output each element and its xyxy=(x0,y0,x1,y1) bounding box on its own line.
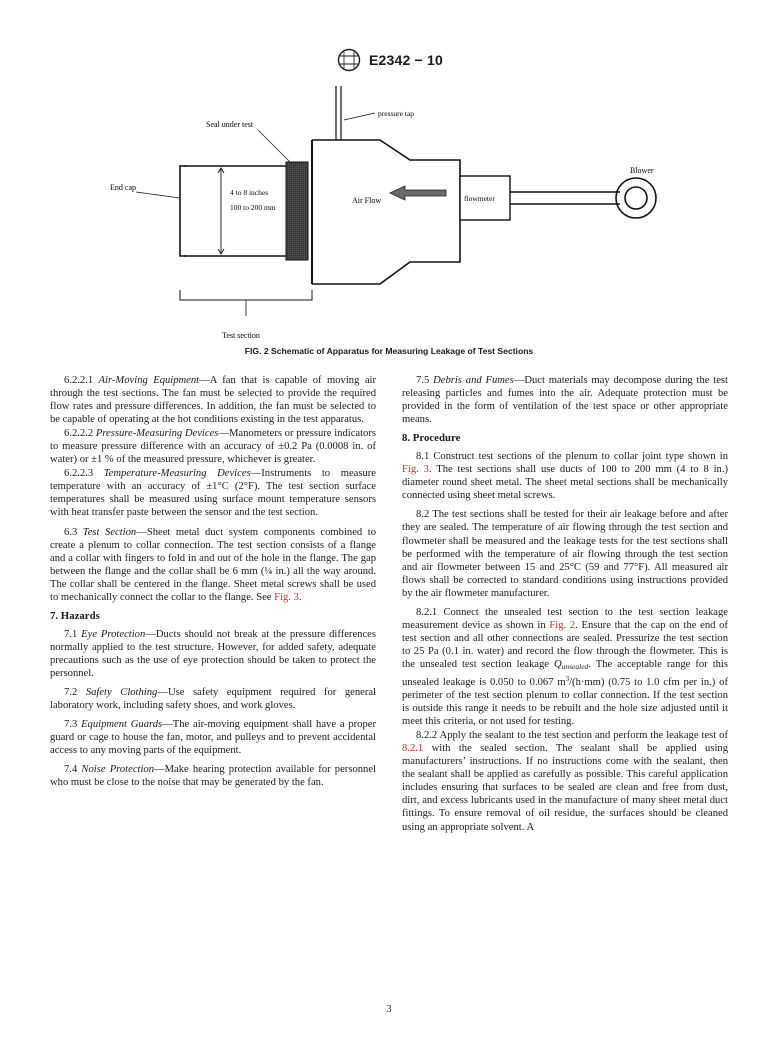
blower-label: Blower xyxy=(630,166,654,175)
fig-3-link[interactable]: Fig. 3 xyxy=(274,591,299,603)
paragraph-6-3: 6.3 Test Section—Sheet metal duct system components combined to create a plenum to collar connection. The test section consists of a flange and a collar with fingers to fold in and out of the hole in the flange. The gap between the flange and the collar shall be 6 mm (¼ in.) all the way around. The collar shall be centered in the flange. Sheet metal screws shall be used to mechanically connect the collar to the flange. See Fig. 3. xyxy=(50,526,376,603)
air-flow-arrow xyxy=(390,186,446,200)
end-cap-shape xyxy=(180,166,186,256)
test-section-label: Test section xyxy=(222,331,260,340)
astm-logo-icon xyxy=(335,48,363,72)
paragraph-6-2-2-2: 6.2.2.2 Pressure-Measuring Devices—Manometers or pressure indicators to measure pressure difference with an accuracy of ±0.2 Pa (0.0008 in. of water) or ±1 % of the measured pressure, whichever is greater. xyxy=(50,428,376,466)
blower-circle xyxy=(616,178,656,218)
paragraph-6-2-2-3: 6.2.2.3 Temperature-Measuring Devices—Instruments to measure temperature with an accuracy of ±1°C (2°F). The test section surface temperatures shall be measured using surface mount temperature sensors with heat transfer paste between the sensor and the test section. xyxy=(50,468,376,519)
paragraph-8-1: 8.1 Construct test sections of the plenum to collar joint type shown in Fig. 3. The test sections shall use ducts of 100 to 200 mm (4 to 8 in.) diameter round sheet metal. The sheet metal sections shall be mechanically connected using sheet metal screws. xyxy=(402,451,729,502)
right-column xyxy=(402,374,728,840)
standard-designation: E2342 − 10 xyxy=(368,52,443,68)
page-header xyxy=(0,48,778,72)
fig-3-link[interactable]: Fig. 3 xyxy=(402,464,429,476)
section-8-2-1-link[interactable]: 8.2.1 xyxy=(402,743,424,755)
seal-block xyxy=(286,162,308,260)
end-cap-label: End cap xyxy=(110,183,136,192)
pressure-tap-label: pressure tap xyxy=(378,109,415,118)
paragraph-8-2: 8.2 The test sections shall be tested for their air leakage before and after they are sealed. The temperature of air flowing through the test section and flowmeter shall be measured and the leakage tests for the test sections shall be performed with the temperature of air flowing through the test section and air flowmeter between 15 and 25°C (59 and 77°F). All measured air flows shall be corrected to standard conditions using instructions provided by the air flowmeter manufacturer. xyxy=(402,509,728,599)
fig-2-link[interactable]: Fig. 2 xyxy=(549,619,576,631)
flowmeter-label: flowmeter xyxy=(464,194,495,203)
page-number: 3 xyxy=(386,1004,392,1015)
paragraph-6-2-2-1: 6.2.2.1 Air-Moving Equipment—A fan that is capable of moving air through the test sections. The fan must be selected to provide the required flow rates and pressure differences. In addition, the fan must be selected to be capable of operating at the hot conditions existing in the test apparatus. xyxy=(50,375,376,426)
left-column xyxy=(50,374,376,795)
seal-label: Seal under test xyxy=(206,120,254,129)
paragraph-7-4: 7.4 Noise Protection—Make hearing protection available for personnel who must be close to the noise that may be generated by the fan. xyxy=(50,764,376,789)
plenum-box xyxy=(312,140,460,284)
diameter-mm-label: 100 to 200 mm xyxy=(230,203,276,212)
paragraph-8-2-1: 8.2.1 Connect the unsealed test section to the test section leakage measurement device as shown in Fig. 2. Ensure that the cap on the end of test section and all other connections are sealed. Pressurize the test section to 25 Pa (0.1 in. water) and record the flow through the flowmeter. This is the unsealed test section leakage $Q_{unsealed}$. The acceptable range for this unsealed leakage is 0.050 to 0.067 $m^3/(h\cdot mm)$ (0.75 to 1.0 cfm per in.) of perimeter of the test section plenum to collar connection. If the test section is outside this range it needs to be rebuilt and the hole size adjusted until it meet this criteria, or not used for testing. xyxy=(402,606,728,728)
paragraph-7-3: 7.3 Equipment Guards—The air-moving equipment shall have a proper guard or cage to house the fan, motor, and pulleys and to prevent accidental access to any moving parts of the equipment. xyxy=(50,719,376,757)
section-heading-hazards: 7. Hazards xyxy=(50,609,100,622)
schematic-drawing xyxy=(100,80,690,345)
section-heading-procedure: 8. Procedure xyxy=(402,432,461,445)
figure-caption: FIG. 2 Schematic of Apparatus for Measuring Leakage of Test Sections xyxy=(244,346,534,356)
paragraph-7-2: 7.2 Safety Clothing—Use safety equipment required for general laboratory work, including safety shoes, and work gloves. xyxy=(50,687,376,712)
apparatus-schematic xyxy=(100,80,690,365)
paragraph-7-1: 7.1 Eye Protection—Ducts should not break at the pressure differences normally applied to the test structure. However, for added safety, adequate precautions such as the use of eye protection should be taken to protect the personnel. xyxy=(50,628,376,679)
paragraph-7-5: 7.5 Debris and Fumes—Duct materials may decompose during the test releasing particles and fumes into the air. Adequate protection must be provided in the form of ventilation of the test space or other appropriate means. xyxy=(402,375,728,426)
paragraph-8-2-2: 8.2.2 Apply the sealant to the test section and perform the leakage test of 8.2.1 with the sealed section. The sealant shall be applied using manufacturers’ instructions. If no instructions come with the sealant, then the sealant shall be applied as carefully as possible. This careful application includes ensuring that surfaces to be sealed are clean and free from dust, dirt, and excess lubricants used in the manufacture of many sheet metal duct fittings. To ensure removal of oil residue, the surfaces should be cleaned using an appropriate solvent. A xyxy=(402,730,728,833)
air-flow-label: Air Flow xyxy=(352,196,382,205)
diameter-in-label: 4 to 8 inches xyxy=(230,188,269,197)
